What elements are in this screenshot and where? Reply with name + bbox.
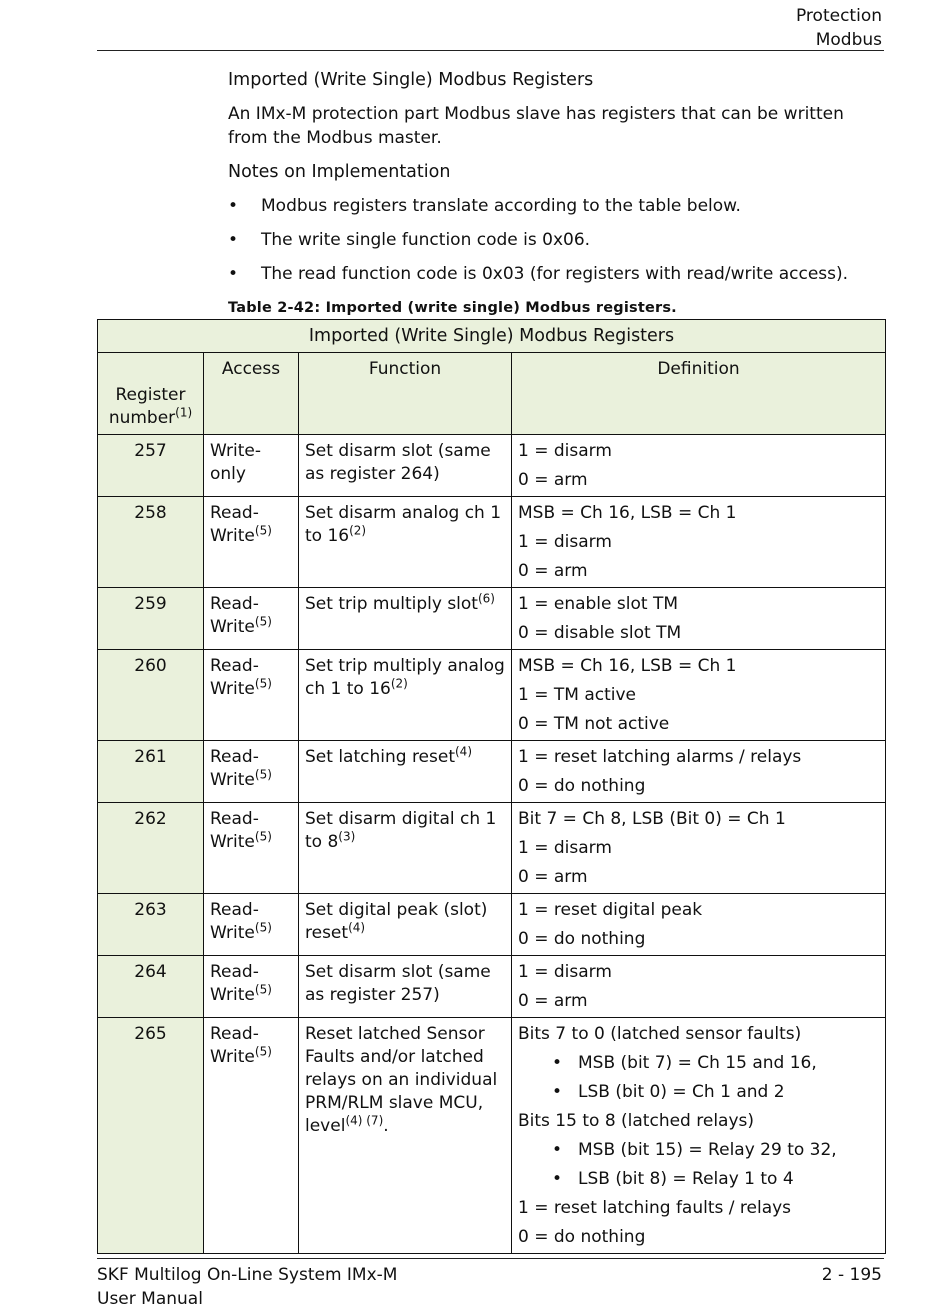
access-cell (204, 650, 299, 741)
register-number: 264 (98, 956, 204, 1018)
modbus-registers-table (97, 319, 886, 1254)
register-number: 258 (98, 497, 204, 588)
definition-cell (512, 741, 886, 803)
footnote-ref: (5) (254, 982, 272, 997)
footnote-ref: (5) (254, 767, 272, 782)
function-cell (299, 497, 512, 588)
function-cell (299, 894, 512, 956)
col-header-definition: Definition (512, 353, 886, 435)
register-number: 262 (98, 803, 204, 894)
footer-title: SKF Multilog On-Line System IMx-M (97, 1265, 398, 1285)
col-header-register (98, 353, 204, 435)
definition-line: Bit 7 = Ch 8, LSB (Bit 0) = Ch 1 (518, 809, 786, 829)
function-value: Set disarm slot (same as register 264) (305, 441, 491, 484)
register-number: 260 (98, 650, 204, 741)
register-number: 265 (98, 1018, 204, 1254)
register-number: 261 (98, 741, 204, 803)
definition-cell (512, 435, 886, 497)
access-cell (204, 588, 299, 650)
header-section: Protection (795, 6, 882, 26)
function-cell (299, 741, 512, 803)
definition-cell (512, 894, 886, 956)
function-cell (299, 435, 512, 497)
function-value: Set disarm analog ch 1 to 16 (305, 503, 502, 546)
header-rule (97, 50, 884, 51)
table-row (98, 650, 886, 741)
definition-cell (512, 588, 886, 650)
access-cell (204, 956, 299, 1018)
function-value: Set latching reset (305, 747, 455, 767)
page-header (796, 4, 882, 52)
definition-sub-item: • LSB (bit 8) = Relay 1 to 4 (518, 1168, 879, 1191)
footnote-ref: (4) (7) (345, 1113, 384, 1128)
function-value: Set trip multiply slot (305, 594, 478, 614)
definition-sub-item: • MSB (bit 15) = Relay 29 to 32, (518, 1139, 879, 1162)
definition-line: 1 = disarm (518, 838, 612, 858)
footnote-ref: (6) (477, 591, 495, 606)
table-title-row (98, 320, 886, 353)
footnote-ref: (5) (254, 614, 272, 629)
definition-line: 1 = disarm (518, 962, 612, 982)
definition-line: Bits 15 to 8 (latched relays) (518, 1111, 755, 1131)
access-cell (204, 497, 299, 588)
definition-line: 0 = TM not active (518, 714, 670, 734)
function-cell (299, 803, 512, 894)
table-row (98, 497, 886, 588)
footnote-ref: (5) (254, 676, 272, 691)
access-value: Read-Write (210, 1024, 259, 1067)
function-value: Set disarm digital ch 1 to 8 (305, 809, 497, 852)
definition-cell (512, 650, 886, 741)
table-title: Imported (Write Single) Modbus Registers (98, 320, 886, 353)
access-value: Read-Write (210, 656, 259, 699)
access-cell (204, 435, 299, 497)
footnote-ref: (3) (338, 829, 356, 844)
definition-line: 0 = arm (518, 991, 588, 1011)
access-value: Write-only (210, 441, 262, 484)
definition-line: Bits 7 to 0 (latched sensor faults) (518, 1024, 802, 1044)
definition-line: 1 = TM active (518, 685, 636, 705)
footnote-ref: (5) (254, 1044, 272, 1059)
access-value: Read-Write (210, 962, 259, 1005)
definition-cell (512, 497, 886, 588)
table-caption: Table 2-42: Imported (write single) Modbus registers. (228, 300, 677, 316)
function-cell (299, 956, 512, 1018)
section-content (228, 68, 860, 320)
footnote-ref: (5) (254, 523, 272, 538)
table-body (98, 435, 886, 1018)
footnote-ref: (5) (254, 920, 272, 935)
footer-rule (97, 1258, 884, 1259)
access-value: Read-Write (210, 900, 259, 943)
footnote-ref: (2) (349, 523, 367, 538)
register-number: 259 (98, 588, 204, 650)
table-row (98, 956, 886, 1018)
access-value: Read-Write (210, 809, 259, 852)
definition-line: 0 = arm (518, 470, 588, 490)
definition-line: 1 = disarm (518, 532, 612, 552)
list-item: • The read function code is 0x03 (for registers with read/write access). (228, 262, 860, 286)
table-row (98, 894, 886, 956)
function-value: Set trip multiply analog ch 1 to 16 (305, 656, 505, 699)
footnote-ref: (2) (390, 676, 408, 691)
definition-sub-item: • LSB (bit 0) = Ch 1 and 2 (518, 1081, 879, 1104)
footnote-ref: (5) (254, 829, 272, 844)
definition-line: 0 = do nothing (518, 929, 646, 949)
access-cell (204, 894, 299, 956)
access-cell (204, 803, 299, 894)
section-heading: Imported (Write Single) Modbus Registers (228, 70, 594, 90)
definition-sub-item: • MSB (bit 7) = Ch 15 and 16, (518, 1052, 879, 1075)
definition-line: 0 = arm (518, 867, 588, 887)
definition-line: 1 = enable slot TM (518, 594, 678, 614)
access-cell (204, 741, 299, 803)
table-row (98, 1018, 886, 1254)
footnote-ref: (4) (348, 920, 366, 935)
definition-line: MSB = Ch 16, LSB = Ch 1 (518, 656, 737, 676)
access-cell (204, 1018, 299, 1254)
table-row (98, 435, 886, 497)
list-item: • Modbus registers translate according to the table below. (228, 194, 860, 218)
definition-cell (512, 1018, 886, 1254)
col-header-access: Access (204, 353, 299, 435)
footnote-ref: (4) (455, 744, 472, 759)
access-value: Read-Write (210, 747, 259, 790)
notes-list (228, 194, 860, 286)
definition-line: 0 = do nothing (518, 776, 646, 796)
col-header-function: Function (299, 353, 512, 435)
footnote-ref: (1) (175, 405, 193, 420)
definition-line: MSB = Ch 16, LSB = Ch 1 (518, 503, 737, 523)
definition-line: 1 = reset latching alarms / relays (518, 747, 802, 767)
definition-line: 0 = arm (518, 561, 588, 581)
footer-subtitle: User Manual (97, 1289, 203, 1309)
col-header-register-label: Register number (108, 385, 186, 428)
access-value: Read-Write (210, 503, 259, 546)
access-value: Read-Write (210, 594, 259, 637)
definition-line: 1 = reset digital peak (518, 900, 703, 920)
table-row (98, 803, 886, 894)
definition-line: 1 = reset latching faults / relays (518, 1198, 792, 1218)
function-cell (299, 650, 512, 741)
function-value: Reset latched Sensor Faults and/or latched relays on an individual PRM/RLM slave MCU, level (305, 1024, 498, 1136)
register-number: 257 (98, 435, 204, 497)
table-header-row (98, 353, 886, 435)
definition-cell (512, 803, 886, 894)
table-row (98, 588, 886, 650)
header-subsection: Modbus (815, 30, 882, 50)
register-number: 263 (98, 894, 204, 956)
definition-line: 0 = do nothing (518, 1227, 646, 1247)
function-cell (299, 1018, 512, 1254)
function-end: . (383, 1116, 389, 1136)
function-value: Set disarm slot (same as register 257) (305, 962, 491, 1005)
list-item: • The write single function code is 0x06. (228, 228, 860, 252)
intro-paragraph: An IMx-M protection part Modbus slave has registers that can be written from the Modbus master. (228, 104, 844, 148)
definition-line: 0 = disable slot TM (518, 623, 682, 643)
definition-cell (512, 956, 886, 1018)
notes-heading: Notes on Implementation (228, 162, 451, 182)
page-footer (97, 1263, 397, 1311)
page-number: 2 - 195 (821, 1265, 882, 1285)
function-value: Set digital peak (slot) reset (305, 900, 488, 943)
table-row (98, 741, 886, 803)
function-cell (299, 588, 512, 650)
definition-line: 1 = disarm (518, 441, 612, 461)
